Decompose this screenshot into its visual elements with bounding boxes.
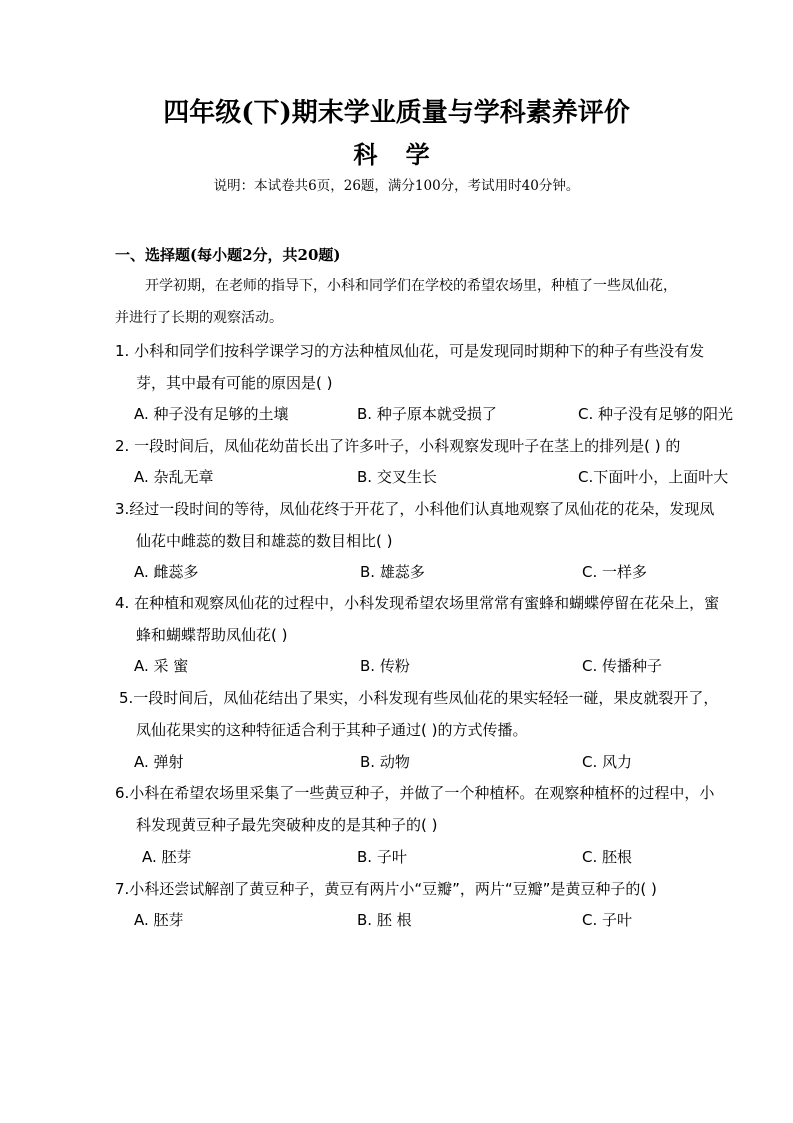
question-text-line: 2. 一段时间后，凤仙花幼苗长出了许多叶子，小科观察发现叶子在茎上的排列是( ) 的	[115, 437, 681, 455]
question-text-line: 凤仙花果实的这种特征适合利于其种子通过( )的方式传播。	[136, 721, 528, 739]
question-text-line: 科发现黄豆种子最先突破种皮的是其种子的( )	[136, 816, 438, 834]
option-c[interactable]: C. 一样多	[582, 563, 648, 581]
exam-title: 四年级(下)期末学业质量与学科素养评价	[163, 98, 630, 128]
option-a[interactable]: A. 胚芽	[134, 911, 184, 929]
option-c[interactable]: C. 子叶	[582, 911, 633, 929]
option-c[interactable]: C.下面叶小，上面叶大	[578, 468, 729, 486]
option-a[interactable]: A. 弹射	[134, 753, 184, 771]
option-a[interactable]: A. 雌蕊多	[134, 563, 199, 581]
exam-note: 说明：本试卷共6页，26题，满分100分，考试用时40分钟。	[213, 178, 580, 194]
question-text-line: 5.一段时间后，凤仙花结出了果实，小科发现有些凤仙花的果实轻轻一碰，果皮就裂开了，	[119, 689, 719, 707]
question-text-line: 仙花中雌蕊的数目和雄蕊的数目相比( )	[136, 532, 393, 550]
option-b[interactable]: B. 传粉	[360, 657, 410, 675]
section-heading: 一、选择题(每小题2分，共20题)	[115, 246, 341, 264]
option-b[interactable]: B. 交叉生长	[357, 468, 437, 486]
option-b[interactable]: B. 种子原本就受损了	[357, 405, 497, 423]
option-a[interactable]: A. 胚芽	[142, 848, 192, 866]
intro-line-2: 并进行了长期的观察活动。	[115, 310, 283, 326]
option-c[interactable]: C. 传播种子	[582, 657, 663, 675]
option-c[interactable]: C. 胚根	[582, 848, 633, 866]
question-text-line: 6.小科在希望农场里采集了一些黄豆种子，并做了一个种植杯。在观察种植杯的过程中，小	[115, 784, 715, 802]
question-text-line: 1. 小科和同学们按科学课学习的方法种植凤仙花，可是发现同时期种下的种子有些没有发	[115, 342, 705, 360]
question-text-line: 蜂和蝴蝶帮助凤仙花( )	[136, 626, 288, 644]
question-text-line: 3.经过一段时间的等待，凤仙花终于开花了，小科他们认真地观察了凤仙花的花朵，发现凤	[115, 500, 715, 518]
option-b[interactable]: B. 子叶	[357, 848, 407, 866]
question-text-line: 4. 在种植和观察凤仙花的过程中，小科发现希望农场里常常有蜜蜂和蝴蝶停留在花朵上，蜜	[115, 594, 720, 612]
option-c[interactable]: C. 种子没有足够的阳光	[578, 405, 734, 423]
subject-title: 科 学	[353, 140, 440, 169]
option-b[interactable]: B. 胚 根	[357, 911, 412, 929]
option-a[interactable]: A. 种子没有足够的土壤	[134, 405, 289, 423]
option-b[interactable]: B. 雄蕊多	[360, 563, 425, 581]
option-a[interactable]: A. 采 蜜	[134, 657, 189, 675]
question-text-line: 7.小科还尝试解剖了黄豆种子，黄豆有两片小“豆瓣”，两片“豆瓣”是黄豆种子的( )	[115, 880, 657, 898]
intro-line-1: 开学初期，在老师的指导下，小科和同学们在学校的希望农场里，种植了一些凤仙花，	[145, 278, 677, 294]
question-text-line: 芽，其中最有可能的原因是( )	[136, 374, 333, 392]
option-c[interactable]: C. 风力	[582, 753, 633, 771]
option-a[interactable]: A. 杂乱无章	[134, 468, 214, 486]
option-b[interactable]: B. 动物	[360, 753, 410, 771]
